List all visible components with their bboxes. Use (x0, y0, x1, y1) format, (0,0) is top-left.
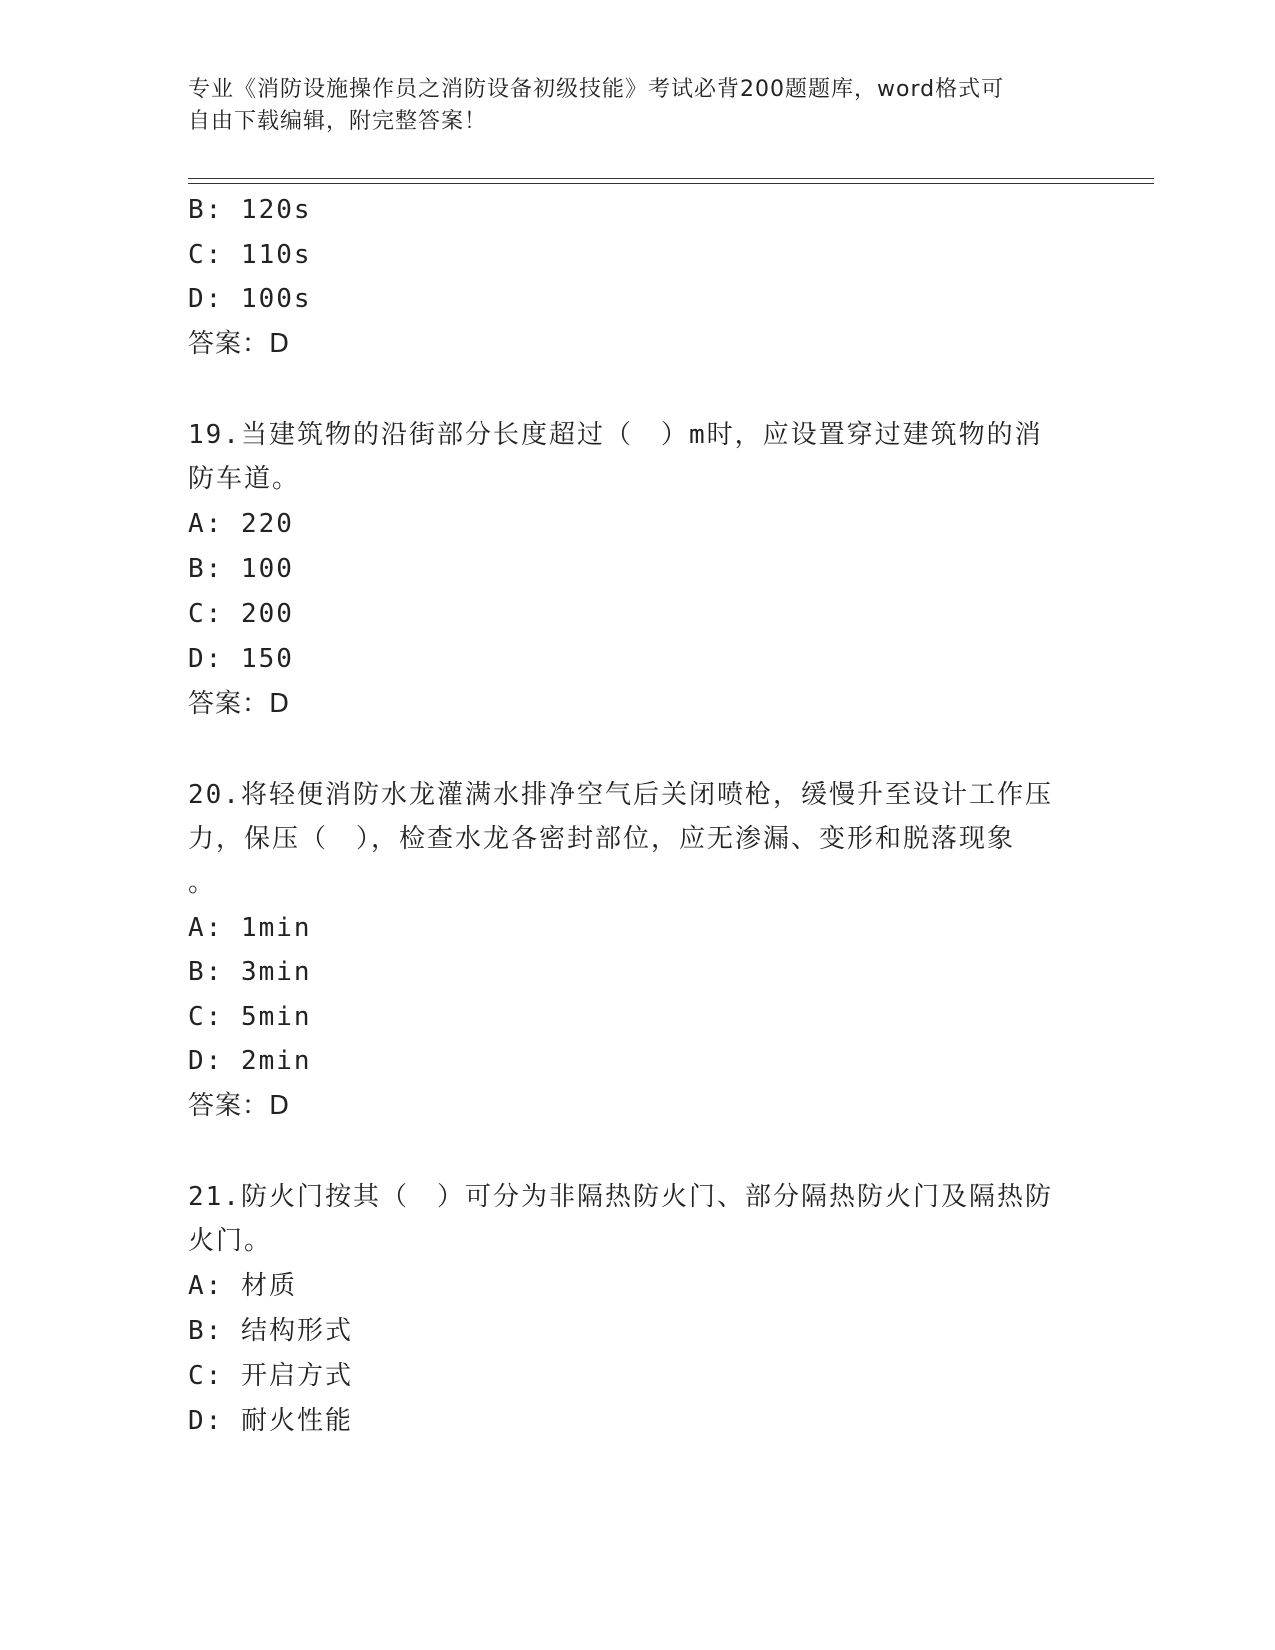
document-header (188, 74, 1068, 138)
q18-option-d: D: 100s (188, 284, 312, 314)
q19-question-line-2: 防车道。 (188, 464, 301, 494)
header-title-line-2: 自由下载编辑，附完整答案！ (188, 109, 488, 134)
q19-option-b: B: 100 (188, 554, 294, 584)
header-divider-top (188, 178, 1154, 179)
q20-question-line-2: 力，保压（ ），检查水龙各密封部位，应无渗漏、变形和脱落现象 (188, 824, 1016, 854)
q19-option-d: D: 150 (188, 644, 294, 674)
q21-question-line-1: 21.防火门按其（ ）可分为非隔热防火门、部分隔热防火门及隔热防 (188, 1182, 1053, 1212)
q20-question-line-1: 20.将轻便消防水龙灌满水排净空气后关闭喷枪，缓慢升至设计工作压 (188, 780, 1053, 810)
q19-question-line-1: 19.当建筑物的沿街部分长度超过（ ）m时，应设置穿过建筑物的消 (188, 420, 1043, 450)
q19-answer: 答案：D (188, 689, 291, 719)
q20-option-b: B: 3min (188, 957, 312, 987)
q19-option-a: A: 220 (188, 509, 294, 539)
q20-answer: 答案：D (188, 1091, 291, 1121)
q20-question-line-3: 。 (188, 868, 217, 898)
q18-option-b: B: 120s (188, 195, 312, 225)
q21-option-b: B: 结构形式 (188, 1316, 353, 1346)
q21-option-d: D: 耐火性能 (188, 1406, 353, 1436)
q20-option-a: A: 1min (188, 913, 312, 943)
header-divider-bottom (188, 183, 1154, 184)
header-title-line-1: 专业《消防设施操作员之消防设备初级技能》考试必背200题题库，word格式可 (188, 77, 1005, 102)
q19-option-c: C: 200 (188, 599, 294, 629)
q21-question-line-2: 火门。 (188, 1226, 273, 1256)
q21-option-c: C: 开启方式 (188, 1361, 353, 1391)
q18-option-c: C: 110s (188, 240, 312, 270)
q18-answer: 答案：D (188, 329, 291, 359)
q20-option-c: C: 5min (188, 1002, 312, 1032)
q20-option-d: D: 2min (188, 1046, 312, 1076)
q21-option-a: A: 材质 (188, 1271, 297, 1301)
